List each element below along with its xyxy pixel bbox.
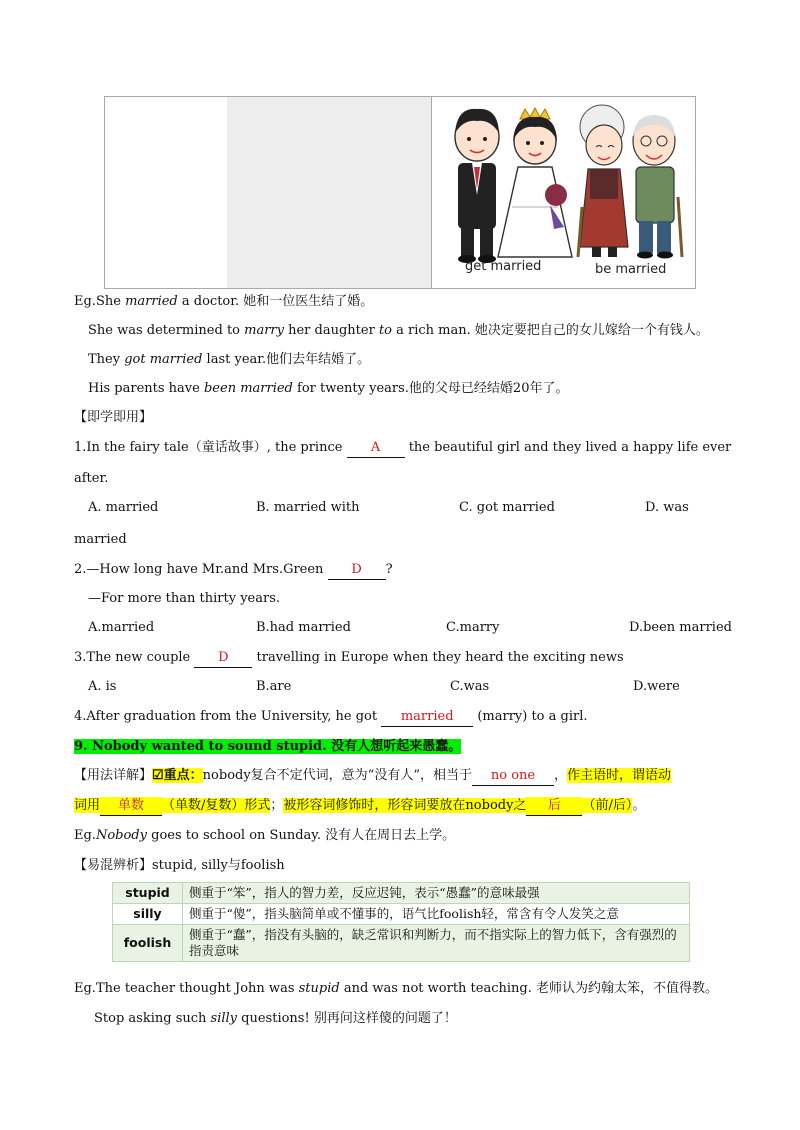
option: A. married	[88, 500, 159, 515]
blank-gray-cell	[227, 97, 432, 288]
example-line: She was determined to marry her daughter to a rich man. 她决定要把自己的女儿嫁给一个有钱人。	[88, 323, 709, 338]
option: C.marry	[446, 620, 500, 635]
example-line: His parents have been married for twenty years.他的父母已经结婚20年了。	[88, 381, 569, 396]
answer-blank: A	[347, 439, 405, 458]
usage-line-1: 【用法详解】☑重点：nobody复合不定代词，意为“没有人”，相当于 no one ，作主语时，谓语动	[74, 767, 671, 786]
answer-blank: D	[328, 561, 386, 580]
answer-blank: 后	[526, 797, 582, 816]
question-3: 3.The new couple D travelling in Europe when they heard the exciting news	[74, 649, 624, 668]
question-1-cont: after.	[74, 471, 109, 486]
table-row: stupid 侧重于“笨”，指人的智力差，反应迟钝，表示“愚蠢”的意味最强	[113, 883, 690, 904]
answer-blank: D	[194, 649, 252, 668]
question-2: 2.—How long have Mr.and Mrs.Green D ?	[74, 561, 393, 580]
example-line: Eg.The teacher thought John was stupid and was not worth teaching. 老师认为约翰太笨，不值得教。	[74, 981, 718, 996]
grandfather-figure	[633, 115, 682, 259]
blank-cell	[105, 97, 228, 288]
option: B.are	[256, 679, 292, 694]
key-point-label: ☑重点：	[152, 768, 203, 783]
word-compare-table	[112, 882, 690, 962]
option: B. married with	[256, 500, 360, 515]
answer-blank: married	[381, 708, 473, 727]
caption-be-married: be married	[595, 262, 667, 277]
table-row: silly 侧重于“傻”，指头脑简单或不懂事的，语气比foolish轻，常含有令人发笑之意	[113, 904, 690, 925]
example-line: Stop asking such silly questions! 别再问这样傻的问题了！	[94, 1011, 457, 1026]
point-title: 9. Nobody wanted to sound stupid. 没有人想听起来愚蠢。	[74, 739, 462, 754]
confusion-heading: 【易混辨析】stupid, silly与foolish	[74, 858, 285, 873]
question-4: 4.After graduation from the University, he got married (marry) to a girl.	[74, 708, 588, 727]
example-line: They got married last year.他们去年结婚了。	[88, 352, 371, 367]
answer-blank: 单数	[100, 797, 162, 816]
usage-line-2: 词用 单数 （单数/复数）形式；被形容词修饰时，形容词要放在nobody之 后 （前/后）。	[74, 797, 645, 816]
option: D.were	[633, 679, 680, 694]
question-2-reply: —For more than thirty years.	[88, 591, 281, 606]
answer-blank: no one	[472, 767, 554, 786]
caption-get-married: get married	[465, 259, 542, 274]
marriage-illustration	[432, 97, 695, 288]
bride-figure	[498, 108, 572, 257]
option-cont: married	[74, 532, 127, 547]
option: A. is	[88, 679, 117, 694]
grandmother-figure	[578, 105, 628, 257]
option: B.had married	[256, 620, 351, 635]
option: C. got married	[459, 500, 555, 515]
example-line: Eg.She married a doctor. 她和一位医生结了婚。	[74, 294, 374, 309]
groom-figure	[455, 109, 499, 263]
table-row: foolish 侧重于“蠢”，指没有头脑的，缺乏常识和判断力，而不指实际上的智力低下，含有强烈的指责意味	[113, 925, 690, 962]
question-1: 1.In the fairy tale（童话故事）, the prince A the beautiful girl and they lived a happy life ever	[74, 439, 731, 458]
option: D.been married	[629, 620, 732, 635]
option: D. was	[645, 500, 689, 515]
practice-heading: 【即学即用】	[74, 410, 153, 425]
example-line: Eg.Nobody goes to school on Sunday. 没有人在周日去上学。	[74, 828, 456, 843]
option: A.married	[88, 620, 155, 635]
illustration-table	[104, 96, 696, 289]
option: C.was	[450, 679, 490, 694]
